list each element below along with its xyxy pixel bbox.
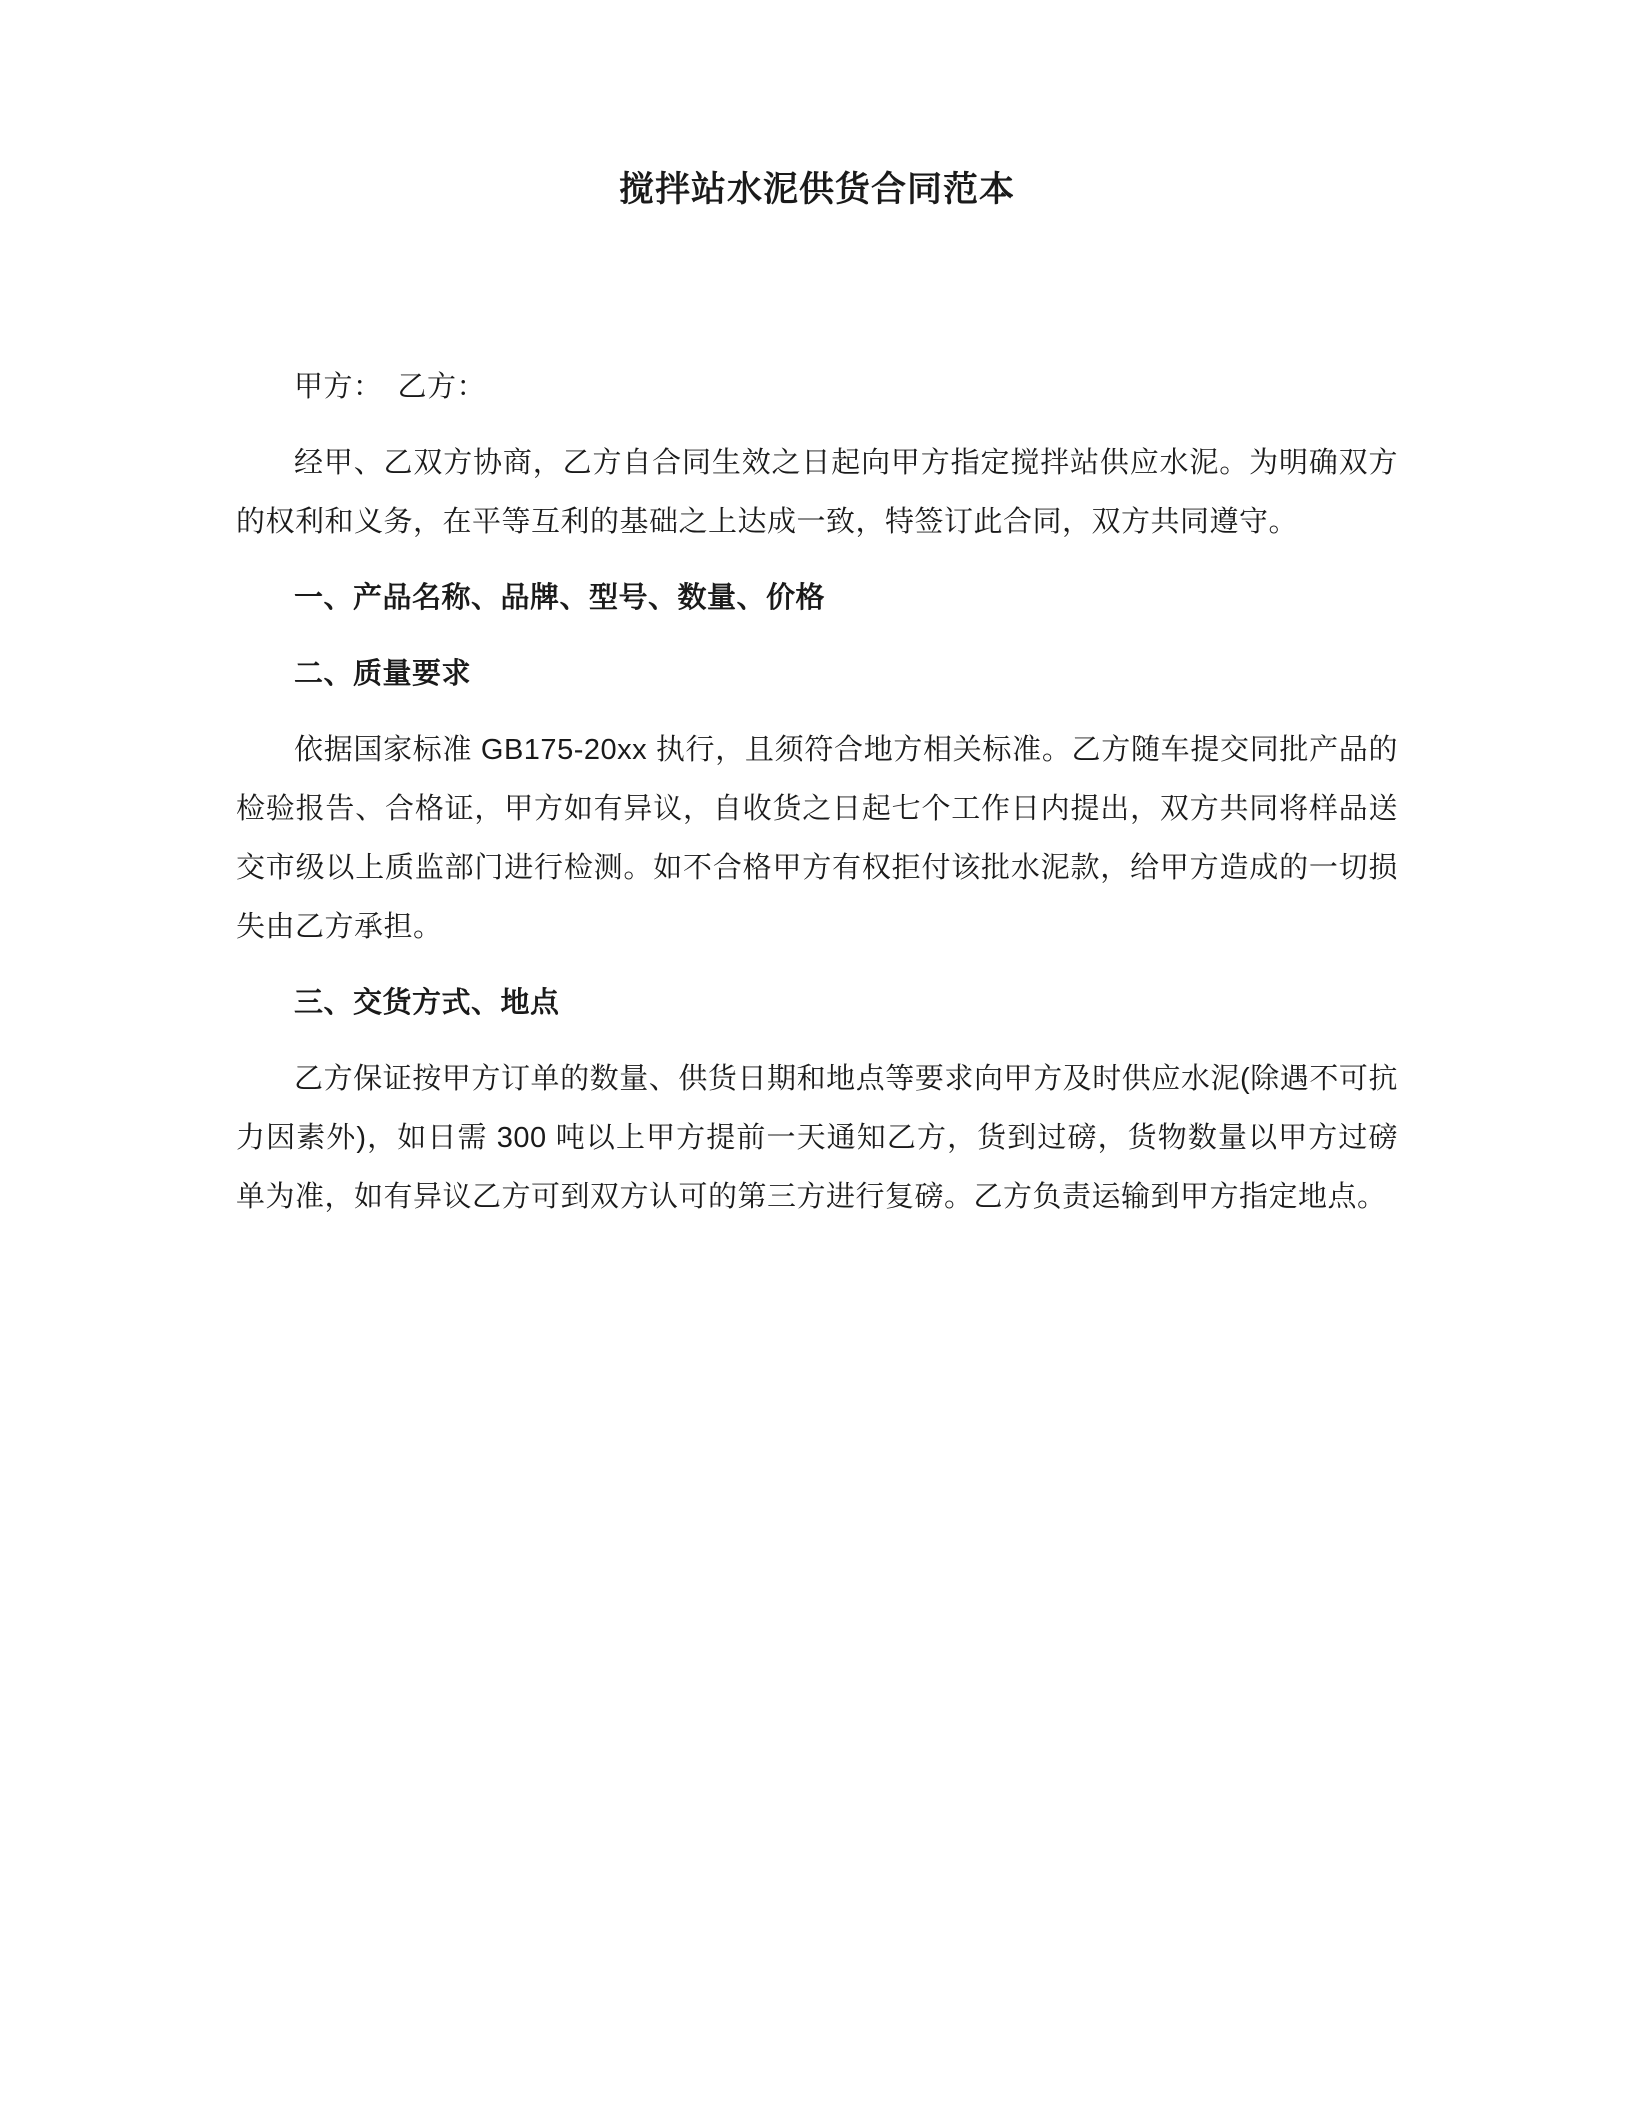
preamble-paragraph: 经甲、乙双方协商，乙方自合同生效之日起向甲方指定搅拌站供应水泥。为明确双方的权利和义务，在平等互利的基础之上达成一致，特签订此合同，双方共同遵守。	[236, 447, 1398, 538]
parties-line: 甲方： 乙方：	[294, 371, 487, 403]
section-1-heading: 一、产品名称、品牌、型号、数量、价格	[294, 582, 826, 614]
section-3-body-paragraph: 乙方保证按甲方订单的数量、供货日期和地点等要求向甲方及时供应水泥(除遇不可抗力因素外)，如日需 300 吨以上甲方提前一天通知乙方，货到过磅，货物数量以甲方过磅单为准，如有异议乙方可到双方认可的第三方进行复磅。乙方负责运输到甲方指定地点。	[236, 1063, 1398, 1213]
section-3-heading: 三、交货方式、地点	[294, 987, 560, 1019]
section-2-heading: 二、质量要求	[294, 658, 472, 690]
section-2-body-paragraph: 依据国家标准 GB175-20xx 执行，且须符合地方相关标准。乙方随车提交同批产品的检验报告、合格证，甲方如有异议，自收货之日起七个工作日内提出，双方共同将样品送交市级以上质监部门进行检测。如不合格甲方有权拒付该批水泥款，给甲方造成的一切损失由乙方承担。	[236, 734, 1398, 943]
document-title: 搅拌站水泥供货合同范本	[618, 170, 1015, 209]
